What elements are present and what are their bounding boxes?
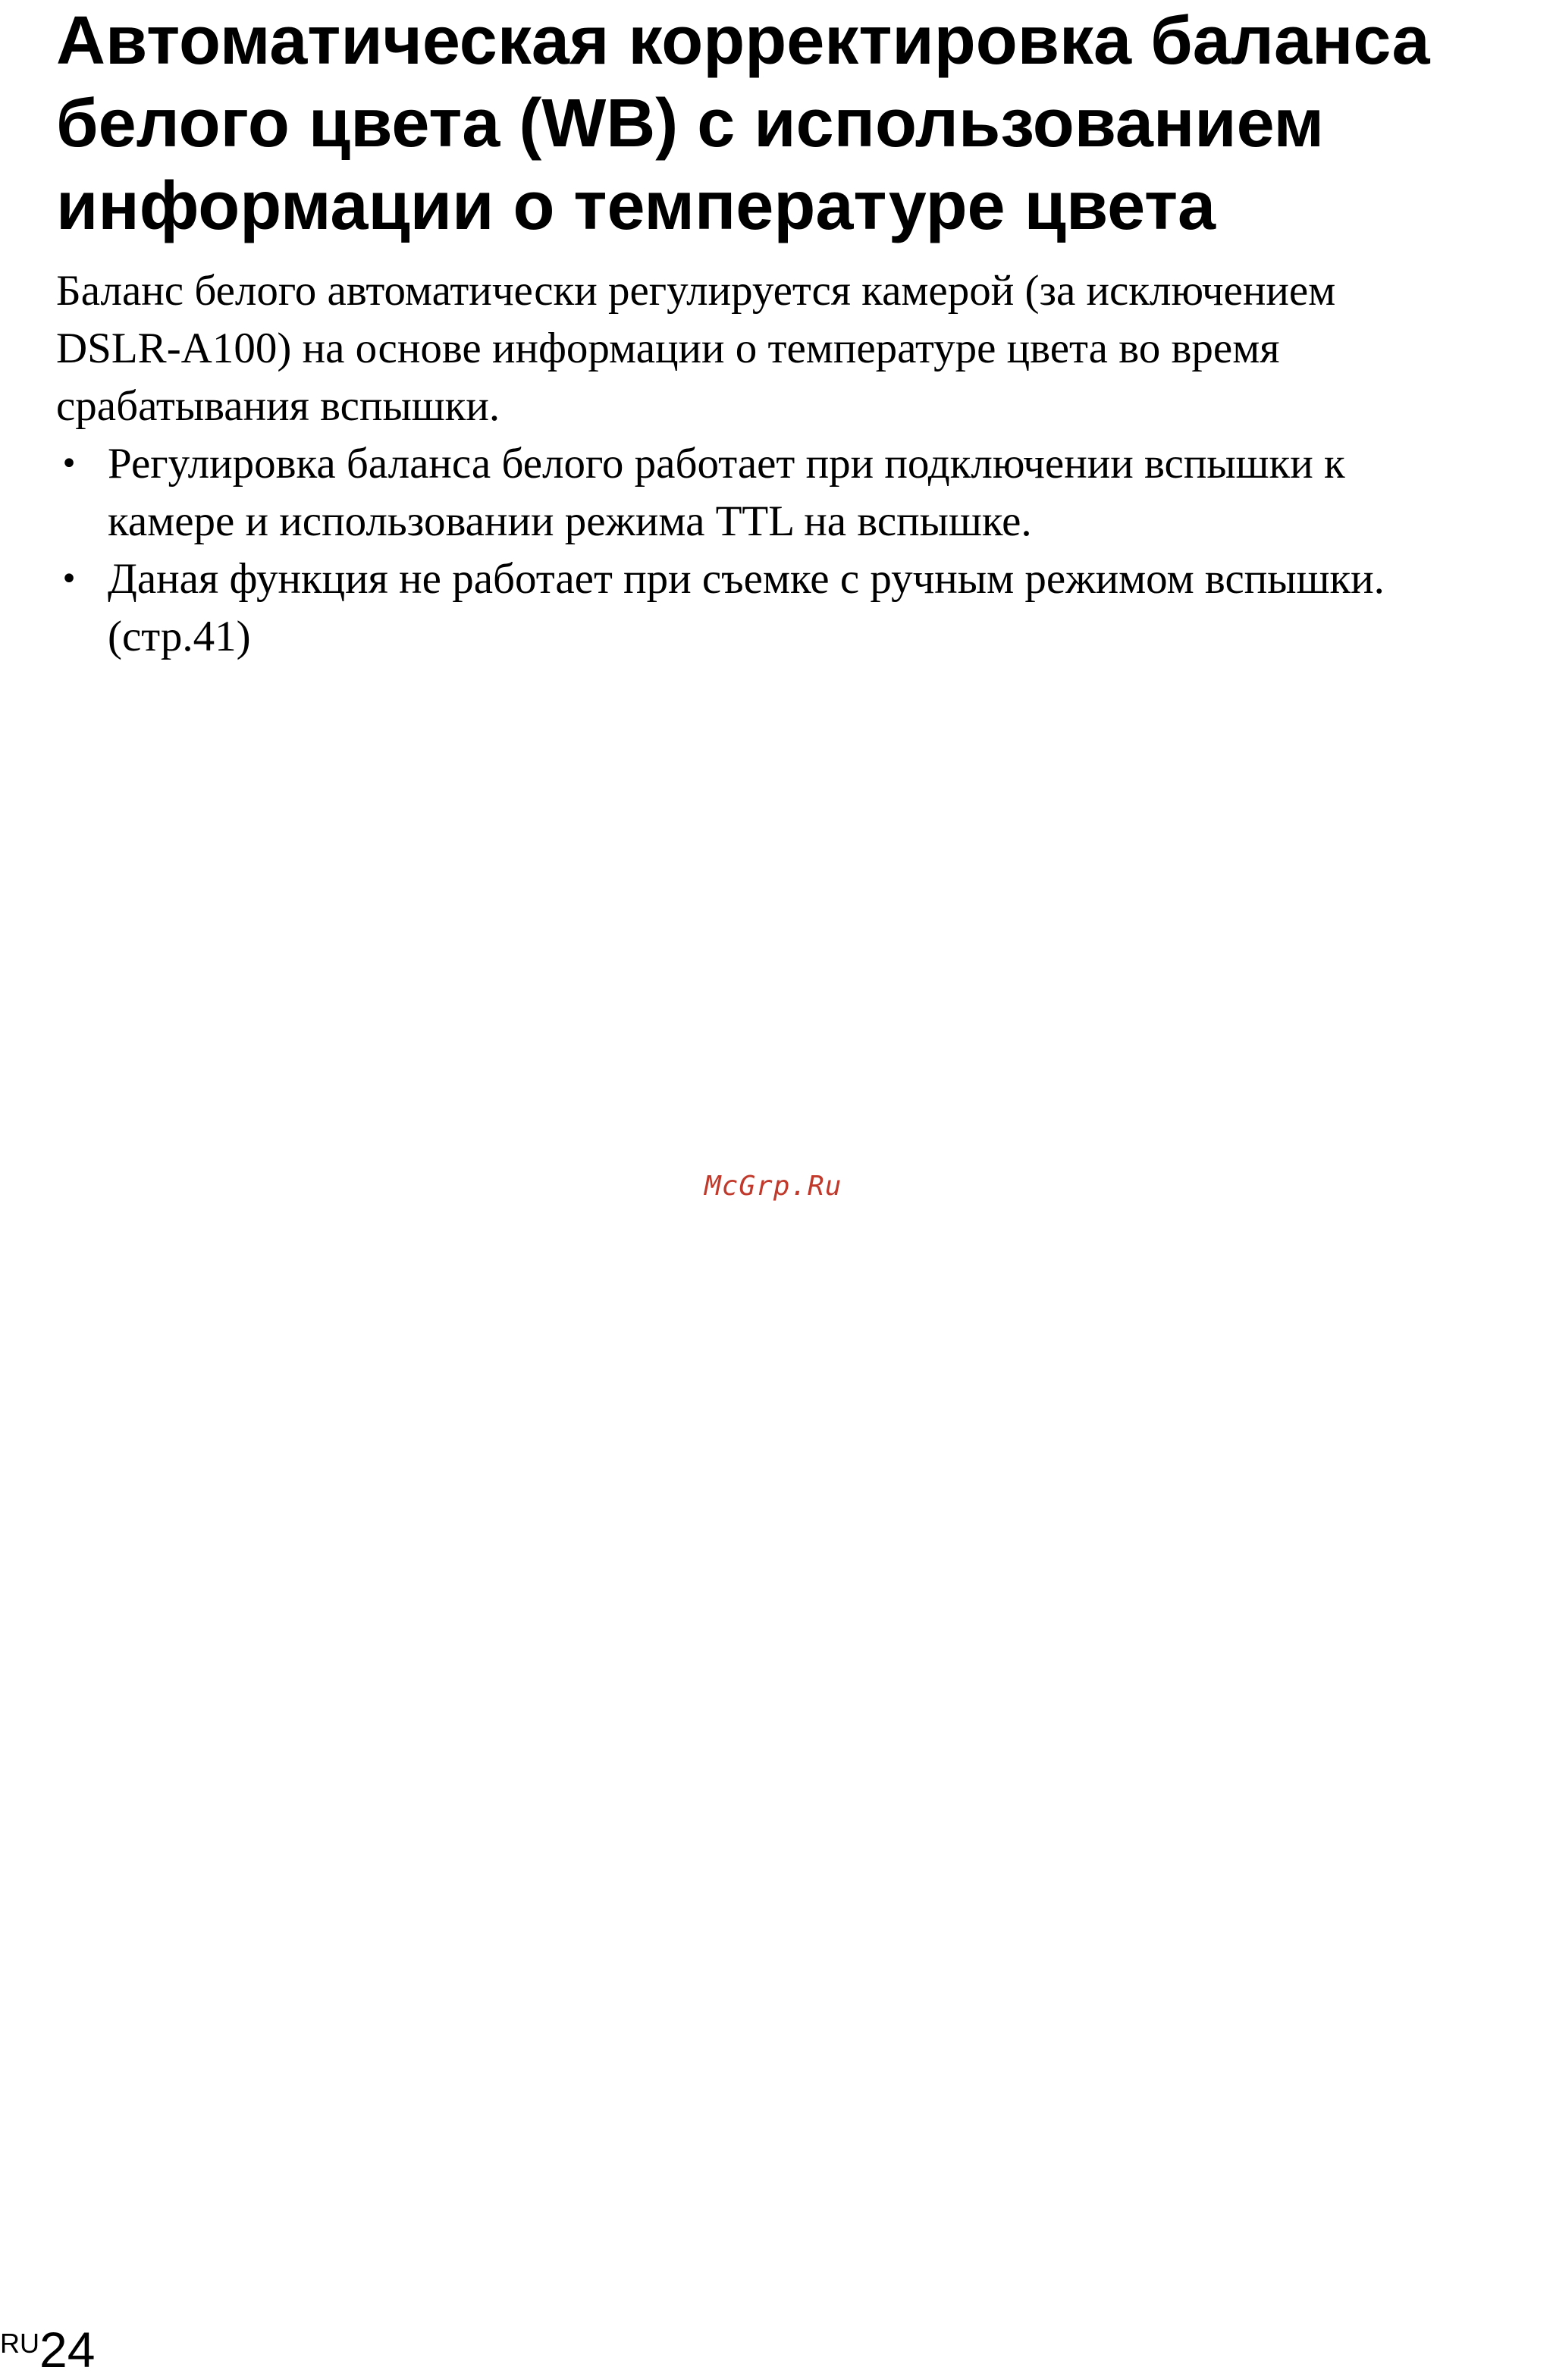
heading-line: белого цвета (WB) с использованием — [56, 86, 1325, 161]
intro-paragraph — [56, 262, 1542, 435]
bullet-icon: • — [60, 562, 78, 597]
page-number-value: 24 — [39, 2322, 96, 2378]
list-item-line: (стр.41) — [108, 613, 251, 660]
intro-line: DSLR-A100) на основе информации о температуре цвета во время — [56, 325, 1280, 372]
language-code: RU — [0, 2328, 39, 2359]
watermark: McGrp.Ru — [704, 1171, 842, 1202]
list-item-line: камере и использовании режима TTL на вспышке. — [108, 497, 1032, 545]
notes-list — [56, 435, 1542, 666]
body-text — [56, 262, 1542, 666]
section-heading — [56, 0, 1553, 248]
bullet-icon: • — [60, 447, 78, 481]
intro-line: Баланс белого автоматически регулируется камерой (за исключением — [56, 267, 1336, 315]
list-item — [56, 435, 1542, 550]
intro-line: срабатывания вспышки. — [56, 382, 500, 430]
list-item-line: Даная функция не работает при съемке с ручным режимом вспышки. — [108, 555, 1385, 603]
page-number — [0, 2323, 95, 2376]
heading-line: информации о температуре цвета — [56, 168, 1216, 244]
list-item-line: Регулировка баланса белого работает при подключении вспышки к — [108, 440, 1345, 488]
list-item — [56, 550, 1542, 666]
heading-line: Автоматическая корректировка баланса — [56, 3, 1430, 79]
